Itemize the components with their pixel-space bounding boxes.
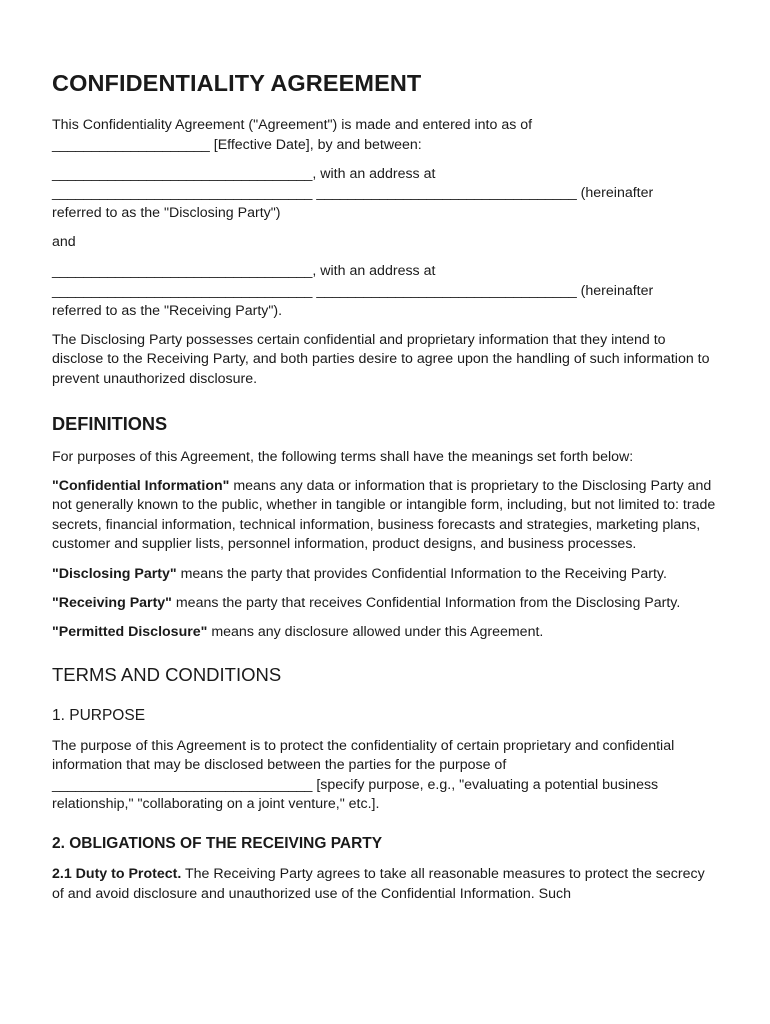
purpose-paragraph bbox=[52, 737, 718, 815]
definition-disclosing-party bbox=[52, 565, 718, 585]
purpose-text-before: The purpose of this Agreement is to protect the confidentiality of certain proprietary and confidential information that may be disclosed between the parties for the purpose of bbox=[52, 737, 675, 774]
document-title: CONFIDENTIALITY AGREEMENT bbox=[52, 70, 422, 96]
terms-heading: TERMS AND CONDITIONS bbox=[52, 663, 282, 685]
definition-confidential-information bbox=[52, 477, 718, 555]
receiving-party-address-blank-2: _________________________________ bbox=[316, 282, 577, 299]
definition-term: "Disclosing Party" bbox=[52, 565, 177, 582]
recital-paragraph: The Disclosing Party possesses certain confidential and proprietary information that they intend to disclose to the Receiving Party, and both parties desire to agree upon the handling of such information to prevent unauthorized disclosure. bbox=[52, 331, 710, 387]
duty-to-protect-paragraph bbox=[52, 865, 718, 904]
definition-permitted-disclosure bbox=[52, 623, 718, 643]
effective-date-blank: ____________________ bbox=[52, 136, 210, 153]
obligations-heading: 2. OBLIGATIONS OF THE RECEIVING PARTY bbox=[52, 835, 383, 852]
effective-date-label: [Effective Date], by and between: bbox=[209, 136, 422, 153]
disclosing-party-hereinafter: (hereinafter bbox=[576, 185, 654, 202]
definition-receiving-party bbox=[52, 594, 718, 614]
definitions-heading: DEFINITIONS bbox=[52, 413, 168, 434]
receiving-party-paragraph bbox=[52, 262, 718, 321]
definitions-intro: For purposes of this Agreement, the following terms shall have the meanings set forth below: bbox=[52, 448, 634, 465]
receiving-party-address-blank-1: _________________________________ bbox=[52, 282, 313, 299]
definition-term: "Permitted Disclosure" bbox=[52, 624, 208, 641]
disclosing-party-referred: referred to as the "Disclosing Party") bbox=[52, 204, 281, 221]
definition-text: means any data or information that is proprietary to the Disclosing Party and not generally known to the public, whether in tangible or intangible form, including, but not limited to: trade secrets, financial information, technical information, business forecasts and strategies, marketing plans, customer and supplier lists, personnel information, product designs, and business processes. bbox=[52, 477, 716, 553]
intro-paragraph bbox=[52, 116, 718, 155]
disclosing-party-paragraph bbox=[52, 165, 718, 224]
definition-text: means any disclosure allowed under this Agreement. bbox=[207, 624, 544, 641]
document-page bbox=[52, 66, 718, 914]
receiving-party-hereinafter: (hereinafter bbox=[576, 282, 654, 299]
disclosing-party-address-label: , with an address at bbox=[312, 165, 436, 182]
intro-line: This Confidentiality Agreement ("Agreement") is made and entered into as of bbox=[52, 117, 533, 133]
purpose-heading: 1. PURPOSE bbox=[52, 706, 146, 724]
receiving-party-name-blank: _________________________________ bbox=[52, 263, 313, 280]
disclosing-party-address-blank-1: _________________________________ bbox=[52, 185, 313, 202]
duty-to-protect-text: The Receiving Party agrees to take all reasonable measures to protect the secrecy of and avoid disclosure and unauthorized use of the Confidential Information. Such bbox=[52, 866, 705, 902]
purpose-text-after: [specify purpose, e.g., "evaluating a potential business relationship," "collaborating on a joint venture," etc.]. bbox=[52, 776, 659, 813]
duty-to-protect-term: 2.1 Duty to Protect. bbox=[52, 866, 182, 882]
receiving-party-referred: referred to as the "Receiving Party"). bbox=[52, 302, 283, 319]
disclosing-party-name-blank: _________________________________ bbox=[52, 165, 313, 182]
disclosing-party-address-blank-2: _________________________________ bbox=[316, 185, 577, 202]
definition-text: means the party that receives Confidential Information from the Disclosing Party. bbox=[171, 594, 681, 611]
definition-term: "Receiving Party" bbox=[52, 594, 172, 611]
purpose-blank: _________________________________ bbox=[52, 776, 313, 793]
receiving-party-address-label: , with an address at bbox=[312, 263, 436, 280]
definition-text: means the party that provides Confidential Information to the Receiving Party. bbox=[176, 565, 667, 582]
definition-term: "Confidential Information" bbox=[52, 477, 230, 494]
and-word: and bbox=[52, 234, 76, 251]
